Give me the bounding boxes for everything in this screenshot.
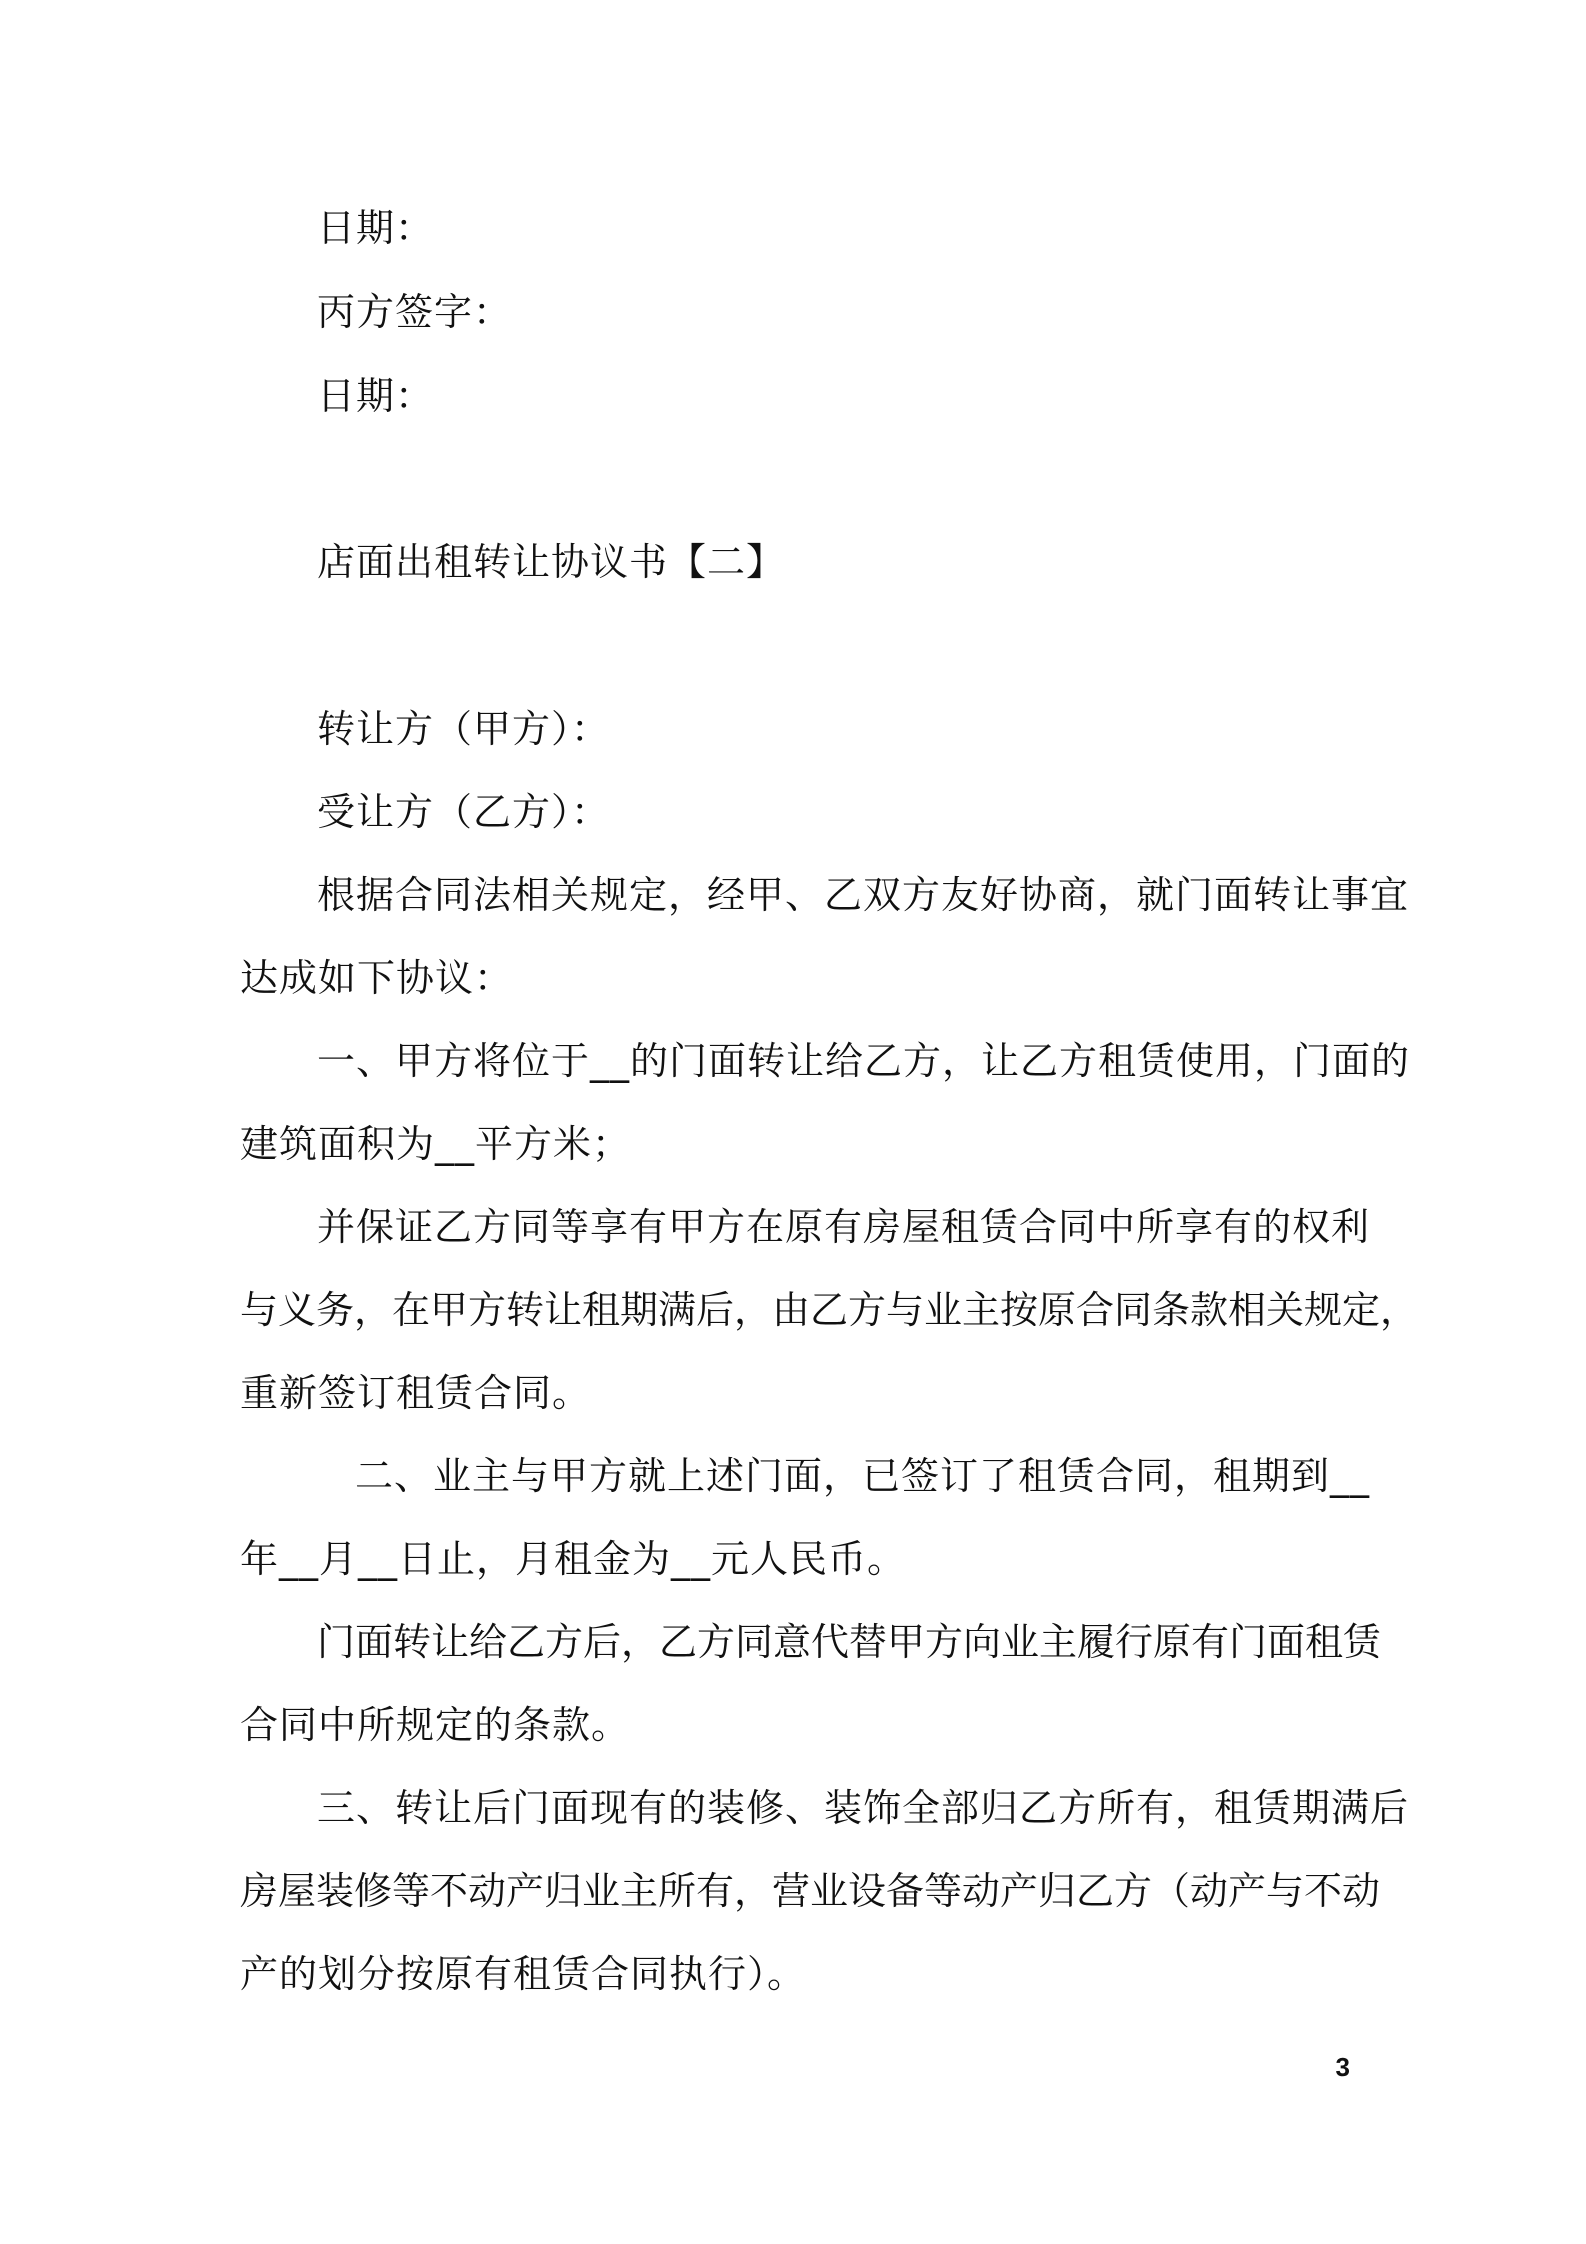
clause-2-line-1: 二、业主与甲方就上述门面，已签订了租赁合同，租期到__ [355,1454,1371,1498]
clause-3-line-2: 房屋装修等不动产归业主所有，营业设备等动产归乙方（动产与不动 [240,1869,1381,1913]
clause-2-line-2: 年__月__日止，月租金为__元人民币。 [240,1537,907,1581]
clause-3-line-3: 产的划分按原有租赁合同执行）。 [240,1952,807,1996]
clause-3-line-1: 三、转让后门面现有的装修、装饰全部归乙方所有，租赁期满后 [317,1786,1410,1830]
party-c-signature-label: 丙方签字： [317,290,513,334]
transfer-obligation-line-1: 门面转让给乙方后，乙方同意代替甲方向业主履行原有门面租赁 [317,1620,1382,1664]
date-label-1: 日期： [317,206,435,250]
clause-1-line-2: 建筑面积为__平方米； [240,1122,632,1166]
date-label-2: 日期： [317,374,435,418]
page-number: 3 [1335,2052,1350,2082]
intro-paragraph-line-2: 达成如下协议： [240,956,514,1000]
transferee-label: 受让方（乙方）： [317,790,611,834]
transfer-obligation-line-2: 合同中所规定的条款。 [240,1703,631,1747]
guarantee-line-3: 重新签订租赁合同。 [240,1371,592,1415]
intro-paragraph-line-1: 根据合同法相关规定，经甲、乙双方友好协商，就门面转让事宜 [317,873,1410,917]
guarantee-line-2: 与义务，在甲方转让租期满后，由乙方与业主按原合同条款相关规定， [240,1288,1419,1332]
guarantee-line-1: 并保证乙方同等享有甲方在原有房屋租赁合同中所享有的权利 [317,1205,1371,1249]
section-title: 店面出租转让协议书【二】 [317,540,786,584]
clause-1-line-1: 一、甲方将位于__的门面转让给乙方，让乙方租赁使用，门面的 [317,1039,1411,1083]
transferor-label: 转让方（甲方）： [317,707,611,751]
